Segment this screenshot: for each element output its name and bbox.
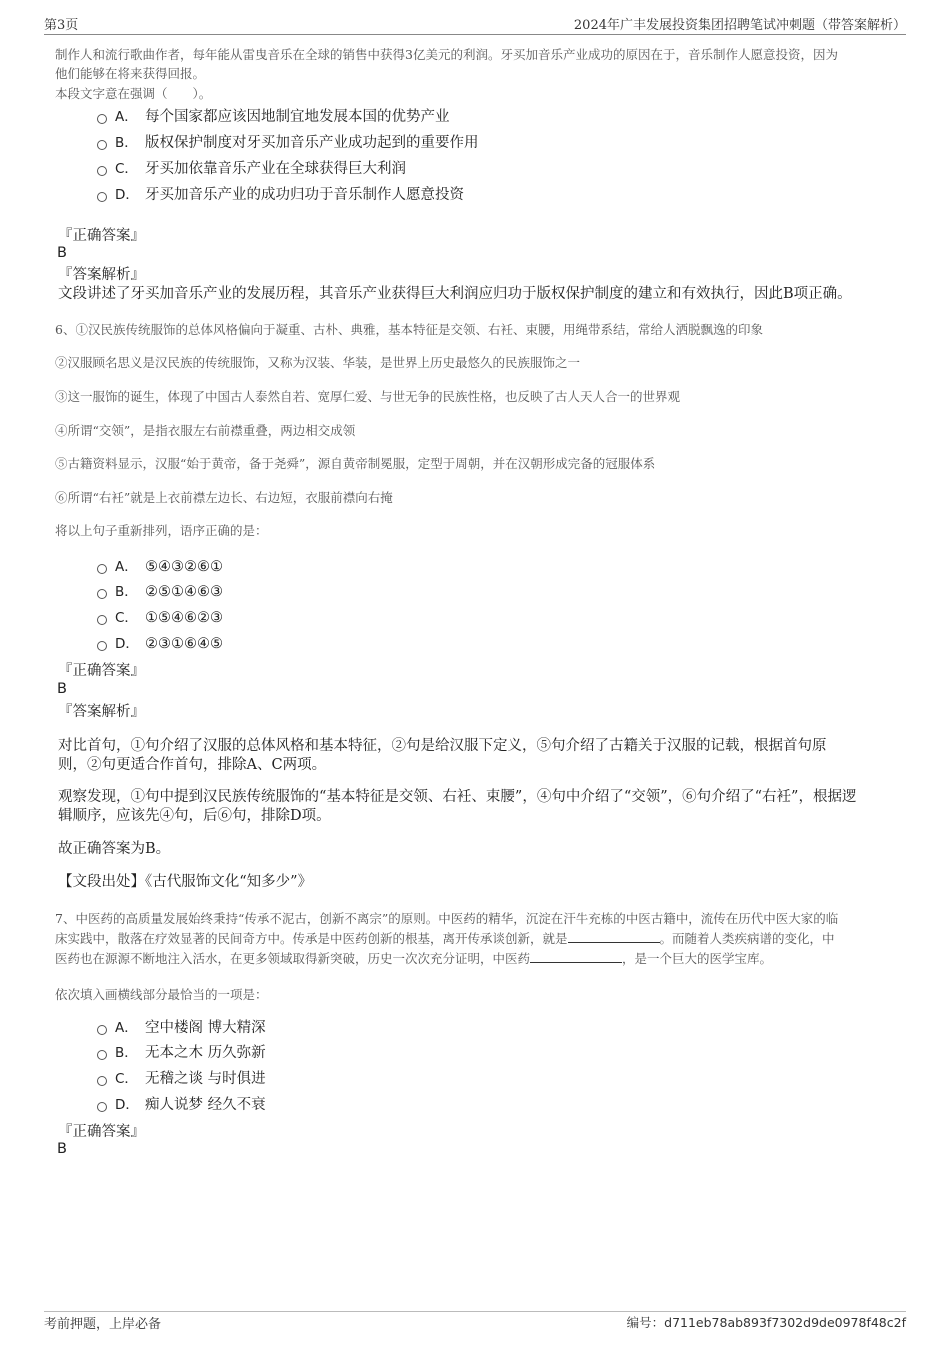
radio-icon[interactable] — [97, 589, 107, 599]
q5-passage-line-1: 制作人和流行歌曲作者，每年能从雷曳音乐在全球的销售中获得3亿美元的利润。牙买加音乐产业成功的原因在于，音乐制作人愿意投资，因为 — [55, 47, 838, 62]
q6-prompt: 将以上句子重新排列，语序正确的是： — [55, 523, 268, 538]
document-id: 编号：d711eb78ab893f7302d9de0978f48c2f — [626, 1315, 906, 1330]
q5-option-a[interactable]: A． 每个国家都应该因地制宜地发展本国的优势产业 — [97, 107, 450, 127]
fill-blank-1[interactable] — [568, 930, 660, 943]
q6-sentence-5: ⑤古籍资料显示，汉服“始于黄帝，备于尧舜”，源自黄帝制冕服，定型于周朝，并在汉朝形成完备的冠服体系 — [55, 456, 656, 471]
fill-blank-2[interactable] — [530, 950, 622, 963]
q7-passage-line-1: 7、中医药的高质量发展始终秉持“传承不泥古，创新不离宗”的原则。中医药的精华，沉淀在汗牛充栋的中医古籍中，流传在历代中医大家的临 — [55, 911, 839, 926]
q5-analysis-text: 文段讲述了牙买加音乐产业的发展历程，其音乐产业获得巨大利润应归功于版权保护制度的建立和有效执行，因此B项正确。 — [58, 286, 852, 302]
q7-answer: B — [57, 1141, 67, 1157]
radio-icon[interactable] — [97, 1076, 107, 1086]
q7-option-c[interactable]: C． 无稽之谈 与时俱进 — [97, 1069, 266, 1089]
q6-analysis-para-1-line-1: 对比首句，①句介绍了汉服的总体风格和基本特征，②句是给汉服下定义，⑤句介绍了古籍关于汉服的记载，根据首句原 — [58, 738, 827, 754]
q7-option-b[interactable]: B． 无本之木 历久弥新 — [97, 1043, 266, 1063]
q6-answer-label: 『正确答案』 — [58, 663, 145, 679]
q7-passage-line-3: 医药也在源源不断地注入活水，在更多领域取得新突破，历史一次次充分证明，中医药 ，是一个巨大的医学宝库。 — [55, 951, 773, 966]
q6-option-c[interactable]: C． ①⑤④⑥②③ — [97, 608, 223, 628]
q6-sentence-6: ⑥所谓“右衽”就是上衣前襟左边长、右边短，衣服前襟向右掩 — [55, 490, 393, 505]
q6-analysis-label: 『答案解析』 — [58, 704, 145, 720]
q5-passage-line-2: 他们能够在将来获得回报。 — [55, 66, 206, 81]
q6-sentence-3: ③这一服饰的诞生，体现了中国古人泰然自若、宽厚仁爱、与世无争的民族性格，也反映了古人天人合一的世界观 — [55, 389, 681, 404]
q5-answer-label: 『正确答案』 — [58, 228, 145, 244]
q6-answer: B — [57, 681, 67, 697]
radio-icon[interactable] — [97, 114, 107, 124]
radio-icon[interactable] — [97, 615, 107, 625]
radio-icon[interactable] — [97, 641, 107, 651]
document-title: 2024年广丰发展投资集团招聘笔试冲刺题（带答案解析） — [573, 18, 906, 33]
q6-option-b[interactable]: B． ②⑤①④⑥③ — [97, 582, 223, 602]
radio-icon[interactable] — [97, 166, 107, 176]
header-divider — [44, 34, 906, 35]
q7-passage-line-2: 床实践中，散落在疗效显著的民间奇方中。传承是中医药创新的根基，离开传承谈创新，就是 。而随着人类疾病谱的变化，中 — [55, 931, 835, 946]
q6-source: 【文段出处】《古代服饰文化“知多少”》 — [58, 874, 313, 890]
q6-analysis-para-2-line-1: 观察发现，①句中提到汉民族传统服饰的“基本特征是交领、右衽、束腰”，④句中介绍了“交领”，⑥句介绍了“右衽”，根据逻 — [58, 789, 857, 805]
q5-prompt: 本段文字意在强调（ ）。 — [55, 86, 212, 101]
radio-icon[interactable] — [97, 192, 107, 202]
q7-answer-label: 『正确答案』 — [58, 1124, 145, 1140]
page-number: 第3页 — [44, 18, 79, 33]
q6-sentence-2: ②汉服顾名思义是汉民族的传统服饰，又称为汉装、华装，是世界上历史最悠久的民族服饰之一 — [55, 355, 581, 370]
q7-option-a[interactable]: A． 空中楼阁 博大精深 — [97, 1018, 266, 1038]
q6-analysis-para-2-line-2: 辑顺序，应该先④句，后⑥句，排除D项。 — [58, 808, 331, 824]
q6-sentence-1: 6、①汉民族传统服饰的总体风格偏向于凝重、古朴、典雅，基本特征是交领、右衽、束腰，用绳带系结，常给人洒脱飘逸的印象 — [55, 322, 763, 337]
q7-prompt: 依次填入画横线部分最恰当的一项是： — [55, 987, 268, 1002]
radio-icon[interactable] — [97, 1102, 107, 1112]
footer-divider — [44, 1311, 906, 1312]
q5-answer: B — [57, 245, 67, 261]
q6-option-a[interactable]: A． ⑤④③②⑥① — [97, 557, 223, 577]
radio-icon[interactable] — [97, 1025, 107, 1035]
q5-analysis-label: 『答案解析』 — [58, 267, 145, 283]
q6-sentence-4: ④所谓“交领”，是指衣服左右前襟重叠，两边相交成领 — [55, 423, 356, 438]
radio-icon[interactable] — [97, 1050, 107, 1060]
q5-option-b[interactable]: B． 版权保护制度对牙买加音乐产业成功起到的重要作用 — [97, 133, 479, 153]
q6-option-d[interactable]: D． ②③①⑥④⑤ — [97, 634, 223, 654]
q7-option-d[interactable]: D． 痴人说梦 经久不衰 — [97, 1095, 266, 1115]
q6-analysis-para-1-line-2: 则，②句更适合作首句，排除A、C两项。 — [58, 757, 327, 773]
q6-analysis-conclusion: 故正确答案为B。 — [58, 841, 171, 857]
q5-option-c[interactable]: C． 牙买加依靠音乐产业在全球获得巨大利润 — [97, 159, 406, 179]
radio-icon[interactable] — [97, 564, 107, 574]
radio-icon[interactable] — [97, 140, 107, 150]
footer-slogan: 考前押题，上岸必备 — [44, 1317, 162, 1332]
q5-option-d[interactable]: D． 牙买加音乐产业的成功归功于音乐制作人愿意投资 — [97, 185, 464, 205]
